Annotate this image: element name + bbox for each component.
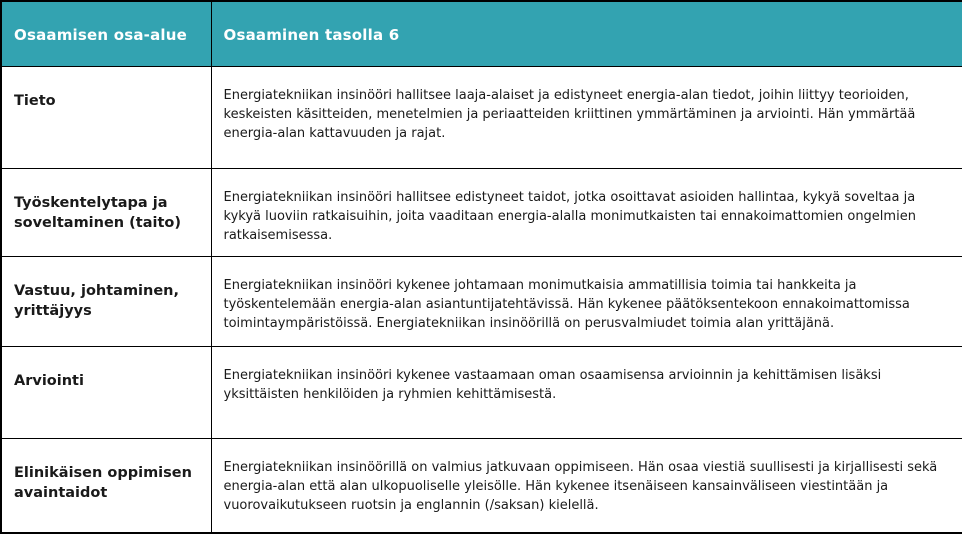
description-cell: Energiatekniikan insinöörillä on valmius jatkuvaan oppimiseen. Hän osaa viestiä suullisesti ja kirjallisesti sekä energia-alan että alan ulkopuoliselle yleisölle. Hän kykenee itsenäiseen kansainväliseen viestintään ja vuorovaikutukseen ruotsin ja englannin (/saksan) kielellä. — [211, 438, 962, 533]
description-cell: Energiatekniikan insinööri hallitsee laaja-alaiset ja edistyneet energia-alan tiedot, joihin liittyy teorioiden, keskeisten käsitteiden, menetelmien ja periaatteiden kriittinen ymmärtäminen ja arviointi. Hän ymmärtää energia-alan kattavuuden ja rajat. — [211, 66, 962, 168]
table-row — [1, 438, 962, 533]
table-row — [1, 346, 962, 438]
table-header-row — [1, 1, 962, 66]
header-cell-area: Osaamisen osa-alue — [1, 1, 211, 66]
table-row — [1, 168, 962, 256]
header-cell-level: Osaaminen tasolla 6 — [211, 1, 962, 66]
description-cell: Energiatekniikan insinööri kykenee vastaamaan oman osaamisensa arvioinnin ja kehittämisen lisäksi yksittäisten henkilöiden ja ryhmien kehittämisestä. — [211, 346, 962, 438]
description-cell: Energiatekniikan insinööri kykenee johtamaan monimutkaisia ammatillisia toimia tai hankkeita ja työskentelemään energia-alan asiantuntijatehtävissä. Hän kykenee päätöksentekoon ennakoimattomissa toimintaympäristöissä. Energiatekniikan insinöörillä on perusvalmiudet toimia alan yrittäjänä. — [211, 256, 962, 346]
area-cell-arviointi: Arviointi — [1, 346, 211, 438]
table-row — [1, 66, 962, 168]
table-row — [1, 256, 962, 346]
area-cell-elinikainen: Elinikäisen oppimisen avaintaidot — [1, 438, 211, 533]
area-cell-vastuu: Vastuu, johtaminen, yrittäjyys — [1, 256, 211, 346]
description-cell: Energiatekniikan insinööri hallitsee edistyneet taidot, jotka osoittavat asioiden hallintaa, kykyä soveltaa ja kykyä luoviin ratkaisuihin, joita vaaditaan energia-alalla monimutkaisten tai ennakoimattomien ongelmien ratkaisemisessa. — [211, 168, 962, 256]
area-cell-tieto: Tieto — [1, 66, 211, 168]
area-cell-tyoskentelytapa: Työskentelytapa ja soveltaminen (taito) — [1, 168, 211, 256]
